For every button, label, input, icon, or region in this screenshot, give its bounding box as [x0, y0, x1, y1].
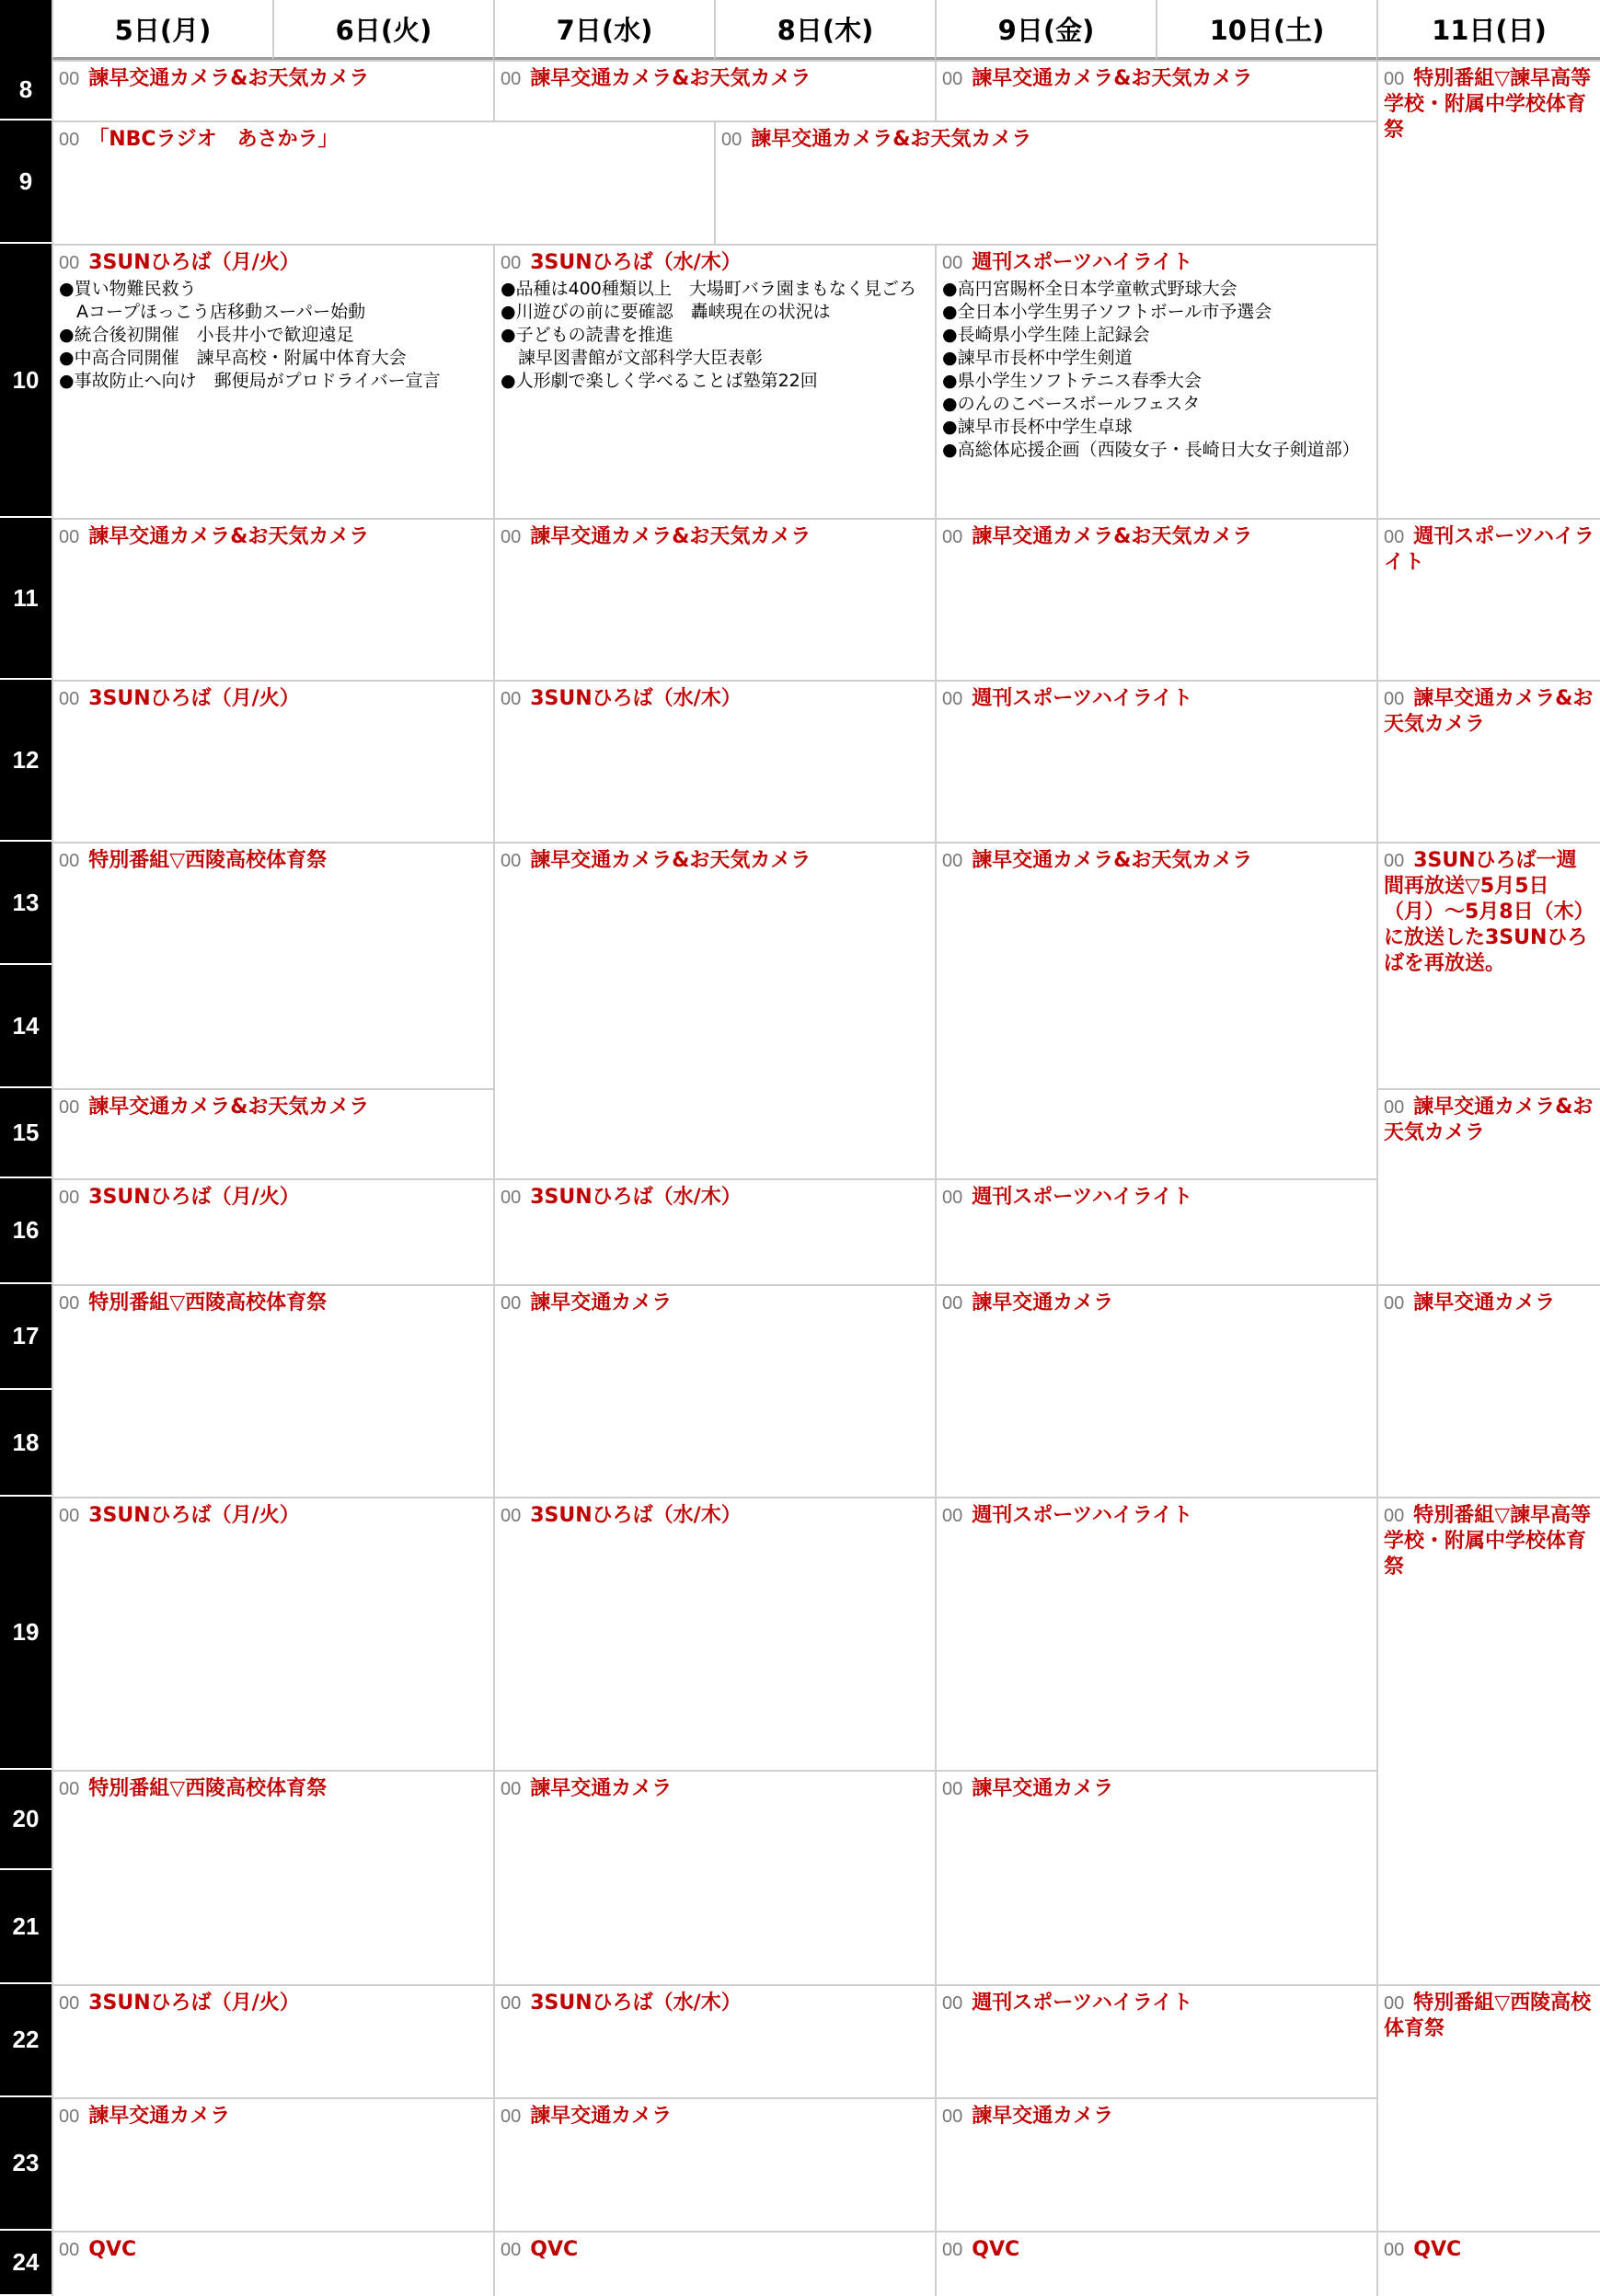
- program-detail-line: ●県小学生ソフトテニス春季大会: [942, 371, 1202, 391]
- program-heading: [1384, 1991, 1594, 2042]
- program-cell[interactable]: [935, 680, 1376, 842]
- program-detail-line: ●のんのこベースボールフェスタ: [942, 394, 1201, 414]
- program-cell[interactable]: [1376, 1497, 1600, 1984]
- program-cell[interactable]: [1376, 680, 1600, 842]
- program-start-minute: 00: [1384, 1506, 1405, 1526]
- program-title[interactable]: 諫早交通カメラ: [88, 2105, 231, 2128]
- program-heading: [59, 1503, 488, 1529]
- program-title[interactable]: 諫早交通カメラ&お天気カメラ: [972, 525, 1253, 548]
- program-start-minute: 00: [942, 1506, 963, 1526]
- program-cell[interactable]: [935, 1284, 1376, 1497]
- program-cell[interactable]: [935, 1984, 1376, 2097]
- program-start-minute: 00: [59, 1779, 80, 1799]
- program-title[interactable]: 週刊スポーツハイライト: [972, 687, 1193, 710]
- day-header: 11日(日): [1376, 0, 1600, 60]
- program-start-minute: 00: [59, 2240, 80, 2260]
- program-start-minute: 00: [59, 253, 80, 273]
- program-title[interactable]: 3SUNひろば（月/火）: [88, 1504, 300, 1527]
- program-heading: [942, 848, 1371, 874]
- program-title[interactable]: 諫早交通カメラ: [1413, 1292, 1556, 1314]
- program-start-minute: 00: [59, 1188, 80, 1208]
- program-start-minute: 00: [59, 1993, 80, 2014]
- program-cell[interactable]: [52, 842, 493, 1088]
- program-detail-line: ●事故防止へ向け 郵便局がプロドライバー宣言: [59, 371, 441, 391]
- program-cell[interactable]: [935, 842, 1376, 1178]
- program-cell[interactable]: [1376, 518, 1600, 680]
- program-heading: [942, 66, 1371, 92]
- program-start-minute: 00: [1384, 527, 1405, 547]
- program-start-minute: 00: [501, 1293, 522, 1314]
- program-detail-line: ●全日本小学生男子ソフトボール市予選会: [942, 302, 1272, 322]
- program-heading: [59, 2237, 488, 2263]
- program-start-minute: 00: [942, 851, 963, 871]
- program-title[interactable]: 週刊スポーツハイライト: [972, 1186, 1193, 1209]
- program-title[interactable]: 特別番組▽西陵高校体育祭: [1384, 1992, 1592, 2040]
- program-heading: [501, 1503, 929, 1529]
- program-cell[interactable]: [935, 244, 1376, 518]
- program-start-minute: 00: [942, 1779, 963, 1799]
- program-start-minute: 00: [942, 689, 963, 709]
- program-heading: [59, 524, 488, 550]
- program-start-minute: 00: [942, 1188, 963, 1208]
- program-title[interactable]: 諫早交通カメラ&お天気カメラ: [88, 525, 370, 548]
- program-detail-line: ●川遊びの前に要確認 轟峡現在の状況は: [501, 302, 831, 322]
- program-start-minute: 00: [501, 689, 522, 709]
- program-heading: [942, 1503, 1371, 1529]
- program-cell[interactable]: [52, 1178, 493, 1284]
- program-start-minute: 00: [1384, 69, 1405, 89]
- program-start-minute: 00: [1384, 1293, 1405, 1314]
- program-heading: [501, 2104, 929, 2130]
- program-title[interactable]: 諫早交通カメラ&お天気カメラ: [88, 67, 370, 90]
- program-title[interactable]: 「NBCラジオ あさかラ」: [88, 128, 339, 151]
- program-cell[interactable]: [52, 518, 493, 680]
- program-heading: [1384, 2237, 1594, 2263]
- hour-label: 12: [0, 680, 52, 842]
- program-title[interactable]: 特別番組▽西陵高校体育祭: [88, 1777, 328, 1800]
- program-start-minute: 00: [501, 1188, 522, 1208]
- program-cell[interactable]: [52, 121, 714, 244]
- program-start-minute: 00: [59, 2107, 80, 2127]
- program-heading: [59, 1185, 488, 1211]
- program-start-minute: 00: [59, 1293, 80, 1314]
- day-header: 5日(月): [52, 0, 272, 60]
- day-header: 10日(土): [1156, 0, 1376, 60]
- program-start-minute: 00: [59, 130, 80, 150]
- program-cell[interactable]: [52, 2097, 493, 2231]
- program-start-minute: 00: [1384, 851, 1405, 871]
- program-heading: [942, 524, 1371, 550]
- program-start-minute: 00: [59, 1097, 80, 1118]
- day-header: 6日(火): [272, 0, 493, 60]
- program-heading: [1384, 524, 1594, 576]
- program-title[interactable]: 3SUNひろば一週間再放送▽5月5日（月）〜5月8日（木）に放送した3SUNひろばを再放送。: [1384, 849, 1594, 975]
- program-heading: [59, 686, 488, 712]
- program-heading: [721, 127, 1371, 153]
- program-heading: [942, 1185, 1371, 1211]
- program-cell[interactable]: [1376, 60, 1600, 518]
- program-heading: [1384, 686, 1594, 738]
- program-title[interactable]: 諫早交通カメラ&お天気カメラ: [972, 67, 1253, 90]
- program-cell[interactable]: [52, 1984, 493, 2097]
- program-title[interactable]: 特別番組▽諫早高等学校・附属中学校体育祭: [1384, 1504, 1592, 1578]
- program-detail-line: ●高円宮賜杯全日本学童軟式野球大会: [942, 279, 1237, 299]
- program-heading: [942, 1991, 1371, 2016]
- program-title[interactable]: QVC: [88, 2238, 137, 2261]
- program-heading: [942, 250, 1371, 276]
- program-heading: [59, 250, 488, 276]
- hour-label: 19: [0, 1497, 52, 1770]
- program-title[interactable]: 諫早交通カメラ: [972, 1292, 1114, 1314]
- program-title[interactable]: 諫早交通カメラ&お天気カメラ: [1384, 687, 1594, 736]
- hour-label: 15: [0, 1088, 52, 1178]
- program-cell[interactable]: [52, 244, 493, 518]
- program-start-minute: 00: [59, 527, 80, 547]
- program-start-minute: 00: [501, 69, 522, 89]
- day-header: 8日(木): [714, 0, 935, 60]
- hour-label: 17: [0, 1284, 52, 1390]
- program-title[interactable]: 3SUNひろば（水/木）: [530, 1186, 742, 1209]
- hour-label: 20: [0, 1770, 52, 1870]
- program-detail-line: ●買い物難民救う: [59, 279, 197, 299]
- program-heading: [59, 127, 708, 153]
- hour-label: 14: [0, 965, 52, 1088]
- program-title[interactable]: 諫早交通カメラ: [530, 1292, 673, 1314]
- program-cell[interactable]: [52, 1770, 493, 1984]
- program-cell[interactable]: [493, 1284, 935, 1497]
- program-start-minute: 00: [942, 253, 963, 273]
- program-cell[interactable]: [52, 1497, 493, 1770]
- program-heading: [942, 2237, 1371, 2263]
- program-title[interactable]: 諫早交通カメラ&お天気カメラ: [751, 128, 1032, 151]
- hour-label: 10: [0, 244, 52, 518]
- hour-label: 23: [0, 2097, 52, 2231]
- program-heading: [59, 66, 488, 92]
- program-start-minute: 00: [501, 1506, 522, 1526]
- program-title[interactable]: 諫早交通カメラ&お天気カメラ: [530, 525, 812, 548]
- program-title[interactable]: 週刊スポーツハイライト: [972, 251, 1193, 274]
- program-title[interactable]: 諫早交通カメラ: [972, 2105, 1114, 2128]
- program-start-minute: 00: [721, 130, 742, 150]
- program-title[interactable]: 3SUNひろば（月/火）: [88, 251, 300, 274]
- header-corner: [0, 0, 52, 60]
- program-cell[interactable]: [493, 1984, 935, 2097]
- program-heading: [501, 2237, 929, 2263]
- program-detail-line: ●統合後初開催 小長井小で歓迎遠足: [59, 325, 354, 345]
- hour-label: 9: [0, 121, 52, 244]
- hour-label: 24: [0, 2231, 52, 2296]
- program-cell[interactable]: [935, 518, 1376, 680]
- hour-label: 16: [0, 1178, 52, 1284]
- program-start-minute: 00: [942, 69, 963, 89]
- program-start-minute: 00: [59, 1506, 80, 1526]
- program-cell[interactable]: [52, 60, 493, 121]
- program-heading: [1384, 66, 1594, 144]
- program-cell[interactable]: [493, 2097, 935, 2231]
- program-title[interactable]: 3SUNひろば（月/火）: [88, 687, 300, 710]
- program-cell[interactable]: [714, 121, 1376, 244]
- program-title[interactable]: 週刊スポーツハイライト: [1384, 525, 1594, 574]
- program-heading: [501, 848, 929, 874]
- program-details: [59, 278, 488, 393]
- program-heading: [501, 524, 929, 550]
- program-heading: [59, 848, 488, 874]
- program-start-minute: 00: [501, 527, 522, 547]
- program-start-minute: 00: [501, 2107, 522, 2127]
- program-title[interactable]: 諫早交通カメラ: [530, 1777, 673, 1800]
- program-cell[interactable]: [1376, 1088, 1600, 1284]
- program-details: [942, 278, 1371, 462]
- program-start-minute: 00: [942, 1293, 963, 1314]
- program-start-minute: 00: [942, 1993, 963, 2014]
- program-detail-line: ●中高合同開催 諫早高校・附属中体育大会: [59, 348, 407, 368]
- program-cell[interactable]: [935, 60, 1376, 121]
- program-heading: [59, 1991, 488, 2016]
- day-header: 7日(水): [493, 0, 714, 60]
- program-heading: [501, 1291, 929, 1316]
- program-start-minute: 00: [501, 851, 522, 871]
- hour-label: 8: [0, 60, 52, 121]
- program-heading: [942, 686, 1371, 712]
- hour-label: 11: [0, 518, 52, 680]
- hour-label: 18: [0, 1390, 52, 1497]
- program-cell[interactable]: [493, 680, 935, 842]
- program-title[interactable]: 諫早交通カメラ&お天気カメラ: [530, 849, 812, 872]
- program-title[interactable]: 諫早交通カメラ&お天気カメラ: [972, 849, 1253, 872]
- program-cell[interactable]: [52, 2231, 493, 2296]
- program-title[interactable]: 諫早交通カメラ&お天気カメラ: [88, 1096, 370, 1119]
- program-heading: [59, 1095, 488, 1120]
- program-title[interactable]: 特別番組▽西陵高校体育祭: [88, 849, 328, 872]
- program-heading: [942, 2104, 1371, 2130]
- program-cell[interactable]: [493, 1178, 935, 1284]
- program-cell[interactable]: [1376, 2231, 1600, 2296]
- program-title[interactable]: 週刊スポーツハイライト: [972, 1504, 1193, 1527]
- program-detail-line: Aコープほっこう店移動スーパー始動: [59, 302, 366, 322]
- program-title[interactable]: 諫早交通カメラ: [530, 2105, 673, 2128]
- program-heading: [1384, 1503, 1594, 1580]
- hour-label: 13: [0, 842, 52, 965]
- program-cell[interactable]: [935, 1497, 1376, 1770]
- program-heading: [942, 1776, 1371, 1802]
- program-title[interactable]: 3SUNひろば（月/火）: [88, 1186, 300, 1209]
- program-heading: [59, 1291, 488, 1316]
- program-heading: [1384, 848, 1594, 977]
- program-start-minute: 00: [942, 2107, 963, 2127]
- program-start-minute: 00: [942, 2240, 963, 2260]
- program-cell[interactable]: [52, 1284, 493, 1497]
- program-detail-line: ●品種は400種類以上 大場町バラ園まもなく見ごろ: [501, 279, 916, 299]
- program-details: [501, 278, 929, 393]
- program-cell[interactable]: [935, 1770, 1376, 1984]
- program-start-minute: 00: [59, 689, 80, 709]
- program-start-minute: 00: [1384, 1097, 1405, 1118]
- program-heading: [59, 1776, 488, 1802]
- program-start-minute: 00: [942, 527, 963, 547]
- program-title[interactable]: 特別番組▽諫早高等学校・附属中学校体育祭: [1384, 67, 1592, 142]
- program-cell[interactable]: [935, 1178, 1376, 1284]
- day-header: 9日(金): [935, 0, 1156, 60]
- program-title[interactable]: 3SUNひろば（水/木）: [530, 1504, 742, 1527]
- program-title[interactable]: 週刊スポーツハイライト: [972, 1992, 1193, 2015]
- program-title[interactable]: 3SUNひろば（水/木）: [530, 687, 742, 710]
- program-detail-line: ●諫早市長杯中学生卓球: [942, 417, 1133, 437]
- program-heading: [501, 66, 929, 92]
- program-heading: [501, 1776, 929, 1802]
- program-title[interactable]: QVC: [1413, 2238, 1462, 2261]
- program-cell[interactable]: [1376, 1284, 1600, 1497]
- program-cell[interactable]: [1376, 1984, 1600, 2231]
- program-title[interactable]: 諫早交通カメラ&お天気カメラ: [530, 67, 812, 90]
- hour-label: 21: [0, 1870, 52, 1984]
- program-cell[interactable]: [52, 680, 493, 842]
- program-detail-line: ●人形劇で楽しく学べることば塾第22回: [501, 371, 818, 391]
- program-heading: [1384, 1291, 1594, 1316]
- program-start-minute: 00: [59, 851, 80, 871]
- program-cell[interactable]: [493, 60, 935, 121]
- program-title[interactable]: 3SUNひろば（水/木）: [530, 1992, 742, 2015]
- program-start-minute: 00: [1384, 2240, 1405, 2260]
- program-cell[interactable]: [493, 1497, 935, 1770]
- program-cell[interactable]: [493, 518, 935, 680]
- program-heading: [501, 686, 929, 712]
- program-cell[interactable]: [493, 1770, 935, 1984]
- program-detail-line: ●諫早市長杯中学生剣道: [942, 348, 1133, 368]
- program-heading: [1384, 1095, 1594, 1146]
- program-cell[interactable]: [493, 842, 935, 1178]
- program-title[interactable]: 特別番組▽西陵高校体育祭: [88, 1292, 328, 1314]
- program-title[interactable]: QVC: [972, 2238, 1020, 2261]
- program-heading: [942, 1291, 1371, 1316]
- program-title[interactable]: 3SUNひろば（水/木）: [530, 251, 742, 274]
- program-detail-line: ●子どもの読書を推進: [501, 325, 673, 345]
- program-start-minute: 00: [501, 253, 522, 273]
- program-heading: [501, 1991, 929, 2016]
- program-cell[interactable]: [52, 1088, 493, 1178]
- program-start-minute: 00: [59, 69, 80, 89]
- program-cell[interactable]: [935, 2231, 1376, 2296]
- program-cell[interactable]: [493, 244, 935, 518]
- program-start-minute: 00: [501, 2240, 522, 2260]
- program-title[interactable]: QVC: [530, 2238, 579, 2261]
- program-start-minute: 00: [501, 1993, 522, 2014]
- program-detail-line: ●長崎県小学生陸上記録会: [942, 325, 1150, 345]
- program-start-minute: 00: [1384, 1993, 1405, 2014]
- program-cell[interactable]: [935, 2097, 1376, 2231]
- program-heading: [501, 250, 929, 276]
- program-title[interactable]: 諫早交通カメラ&お天気カメラ: [1384, 1096, 1594, 1144]
- program-title[interactable]: 3SUNひろば（月/火）: [88, 1992, 300, 2015]
- program-start-minute: 00: [1384, 689, 1405, 709]
- program-heading: [501, 1185, 929, 1211]
- hour-label: 22: [0, 1984, 52, 2097]
- program-start-minute: 00: [501, 1779, 522, 1799]
- program-cell[interactable]: [1376, 842, 1600, 1088]
- program-heading: [59, 2104, 488, 2130]
- program-detail-line: 諫早図書館が文部科学大臣表彰: [501, 348, 764, 368]
- program-title[interactable]: 諫早交通カメラ: [972, 1777, 1114, 1800]
- program-detail-line: ●高総体応援企画（西陵女子・長崎日大女子剣道部）: [942, 440, 1360, 460]
- program-cell[interactable]: [493, 2231, 935, 2296]
